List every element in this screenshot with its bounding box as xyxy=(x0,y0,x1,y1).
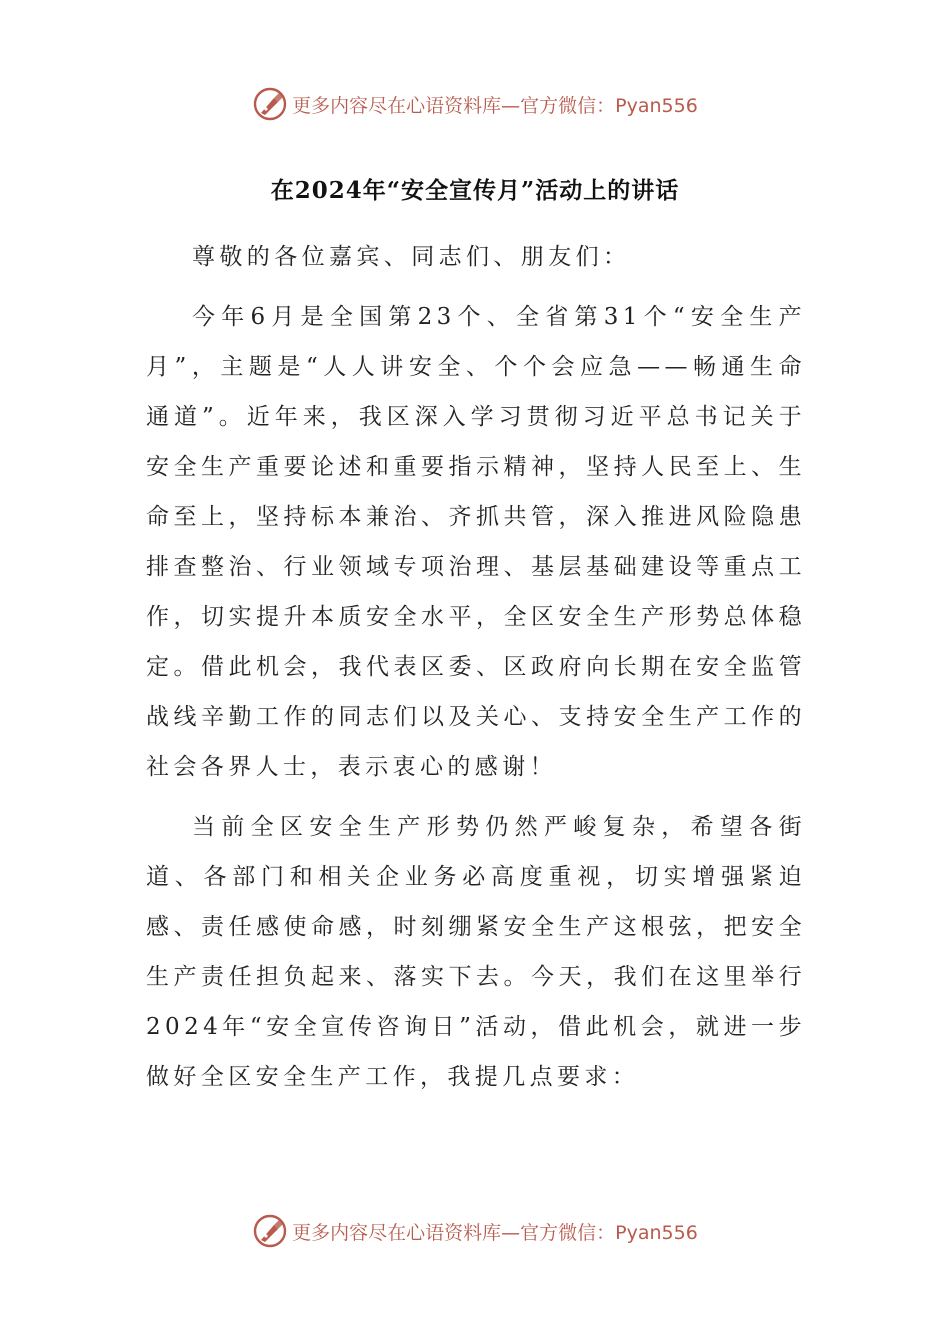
watermark-text: 更多内容尽在心语资料库—官方微信：Pyan556 xyxy=(292,94,698,117)
paragraph-1: 今年6月是全国第23个、全省第31个“安全生产月”，主题是“人人讲安全、个个会应急——畅通生命通道”。近年来，我区深入学习贯彻习近平总书记关于安全生产重要论述和重要指示精神，坚持人民至上、生命至上，坚持标本兼治、齐抓共管，深入推进风险隐患排查整治、行业领域专项治理、基层基础建设等重点工作，切实提升本质安全水平，全区安全生产形势总体稳定。借此机会，我代表区委、区政府向长期在安全监管战线辛勤工作的同志们以及关心、支持安全生产工作的社会各界人士，表示衷心的感谢！ xyxy=(146,304,806,780)
watermark-banner-top xyxy=(0,84,950,124)
paragraph-2: 当前全区安全生产形势仍然严峻复杂，希望各街道、各部门和相关企业务必高度重视，切实增强紧迫感、责任感使命感，时刻绷紧安全生产这根弦，把安全生产责任担负起来、落实下去。今天，我们在这里举行2024年“安全宣传咨询日”活动，借此机会，就进一步做好全区安全生产工作，我提几点要求： xyxy=(146,814,806,1090)
document-title: 在2024年“安全宣传月”活动上的讲话 xyxy=(270,177,680,204)
paragraph-salutation: 尊敬的各位嘉宾、同志们、朋友们： xyxy=(192,244,631,270)
document-body xyxy=(146,232,806,1102)
watermark-text: 更多内容尽在心语资料库—官方微信：Pyan556 xyxy=(292,1221,698,1244)
pen-nib-logo-icon xyxy=(252,86,288,122)
pen-nib-logo-icon xyxy=(252,1213,288,1249)
watermark-banner-bottom xyxy=(0,1211,950,1251)
